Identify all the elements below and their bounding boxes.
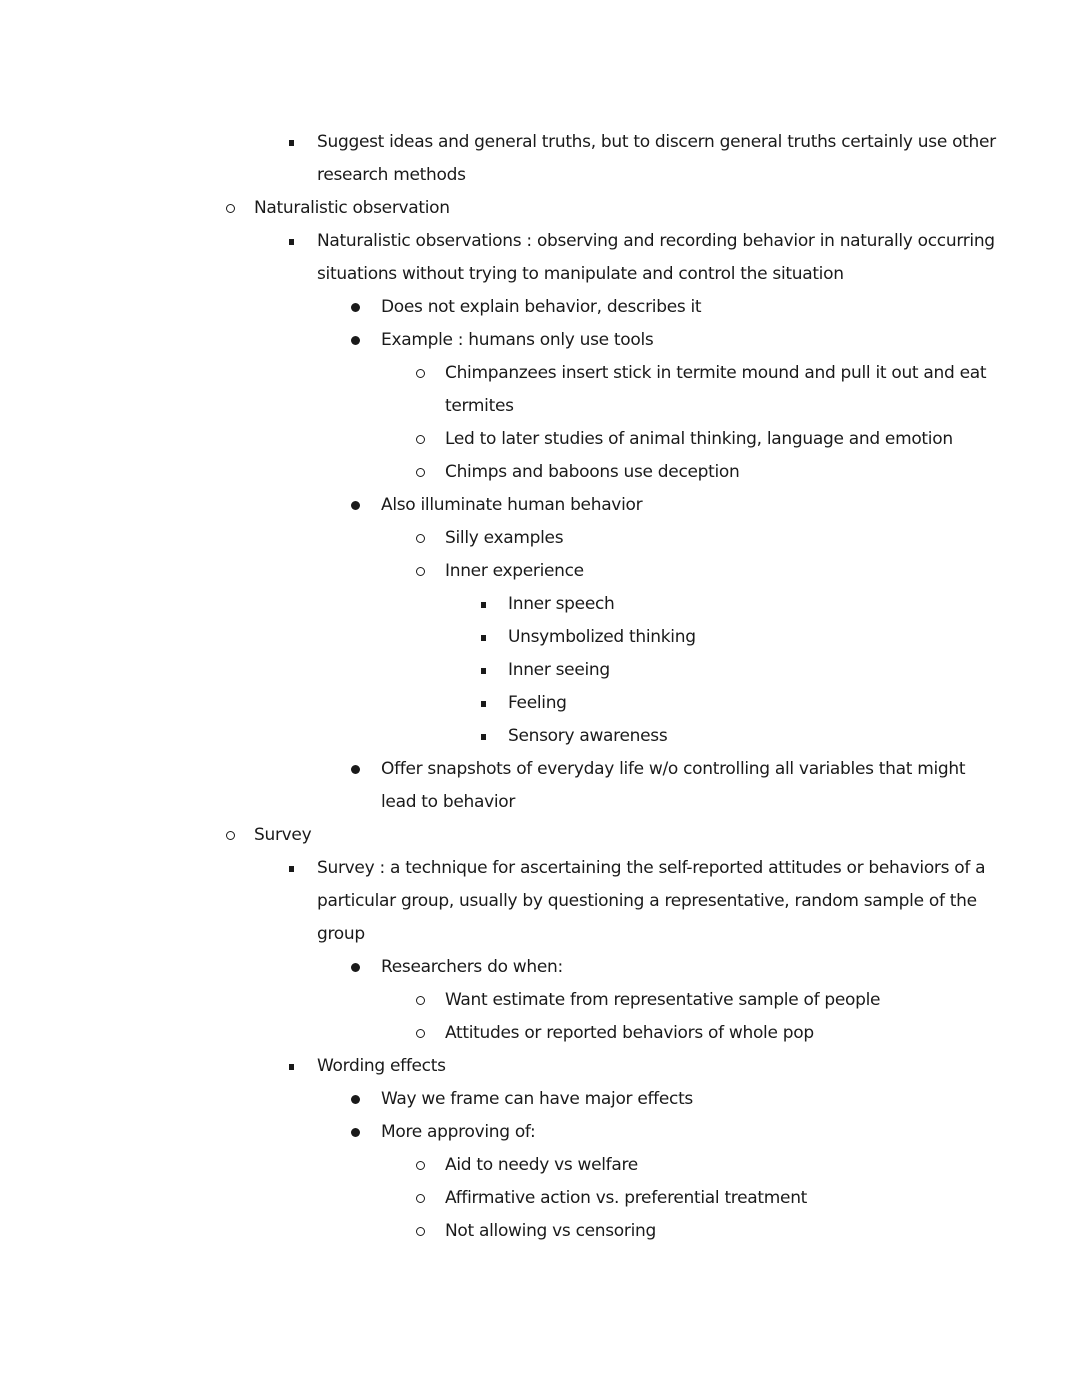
list-item-text: Survey : a technique for ascertaining the self-reported attitudes or behaviors of a	[317, 858, 986, 878]
list-item-text: Affirmative action vs. preferential treatment	[445, 1188, 808, 1208]
list-item	[317, 126, 996, 159]
list-item-text: Silly examples	[445, 528, 564, 548]
list-item-text: Example : humans only use tools	[381, 330, 654, 350]
list-item-text: situations without trying to manipulate and control the situation	[317, 264, 844, 284]
list-item-text: Attitudes or reported behaviors of whole pop	[445, 1023, 814, 1043]
list-item-text: Inner seeing	[508, 660, 610, 680]
list-item-text: Led to later studies of animal thinking, language and emotion	[445, 429, 953, 449]
list-item-text: Researchers do when:	[381, 957, 563, 977]
list-item-text: particular group, usually by questioning a representative, random sample of the	[317, 891, 977, 911]
list-item-text: Does not explain behavior, describes it	[381, 297, 702, 317]
list-item-text: Chimps and baboons use deception	[445, 462, 740, 482]
list-item	[317, 852, 985, 885]
list-item-text: Aid to needy vs welfare	[445, 1155, 638, 1175]
list-item	[381, 1083, 693, 1116]
list-item-continuation	[317, 159, 466, 192]
list-item-text: Want estimate from representative sample of people	[445, 990, 881, 1010]
circle-bullet-icon	[413, 984, 427, 1017]
list-item	[381, 951, 563, 984]
list-item-continuation	[445, 390, 514, 423]
disc-bullet-icon	[348, 489, 362, 522]
list-item	[445, 522, 563, 555]
list-item	[381, 291, 701, 324]
list-item-text: Inner speech	[508, 594, 615, 614]
circle-bullet-icon	[413, 423, 427, 456]
list-item	[445, 555, 584, 588]
square-bullet-icon	[476, 720, 490, 753]
circle-bullet-icon	[413, 1149, 427, 1182]
section-heading-survey	[254, 819, 311, 852]
list-item	[381, 324, 653, 357]
list-item-text: Unsymbolized thinking	[508, 627, 696, 647]
list-item-text: Offer snapshots of everyday life w/o controlling all variables that might	[381, 759, 966, 779]
list-item	[317, 1050, 446, 1083]
circle-bullet-icon	[223, 819, 237, 852]
section-heading-naturalistic	[254, 192, 450, 225]
list-item-text: Inner experience	[445, 561, 584, 581]
list-item-text: termites	[445, 396, 514, 416]
disc-bullet-icon	[348, 291, 362, 324]
list-item	[445, 423, 953, 456]
disc-bullet-icon	[348, 753, 362, 786]
list-item-text: Not allowing vs censoring	[445, 1221, 656, 1241]
list-item-text: group	[317, 924, 365, 944]
list-item-continuation	[381, 786, 515, 819]
list-item	[381, 1116, 535, 1149]
list-item	[445, 456, 740, 489]
list-item-text: Suggest ideas and general truths, but to discern general truths certainly use other	[317, 132, 996, 152]
list-item	[508, 621, 696, 654]
list-item	[508, 654, 610, 687]
list-item	[445, 1215, 656, 1248]
list-item-continuation	[317, 258, 844, 291]
list-item-text: More approving of:	[381, 1122, 536, 1142]
square-bullet-icon	[284, 1050, 298, 1083]
list-item-text: Naturalistic observations : observing and recording behavior in naturally occurring	[317, 231, 995, 251]
square-bullet-icon	[284, 852, 298, 885]
disc-bullet-icon	[348, 1116, 362, 1149]
list-item	[317, 225, 995, 258]
list-item	[508, 720, 667, 753]
list-item-text: Chimpanzees insert stick in termite mound and pull it out and eat	[445, 363, 987, 383]
circle-bullet-icon	[413, 357, 427, 390]
square-bullet-icon	[476, 654, 490, 687]
list-item	[508, 687, 567, 720]
list-item	[381, 489, 642, 522]
disc-bullet-icon	[348, 324, 362, 357]
circle-bullet-icon	[223, 192, 237, 225]
list-item	[445, 357, 986, 390]
square-bullet-icon	[476, 621, 490, 654]
square-bullet-icon	[476, 588, 490, 621]
list-item	[445, 1182, 807, 1215]
circle-bullet-icon	[413, 555, 427, 588]
list-item-text: Way we frame can have major effects	[381, 1089, 693, 1109]
circle-bullet-icon	[413, 522, 427, 555]
list-item-text: Naturalistic observation	[254, 198, 450, 218]
list-item-text: Feeling	[508, 693, 567, 713]
list-item-continuation	[317, 918, 365, 951]
list-item-continuation	[317, 885, 977, 918]
square-bullet-icon	[284, 126, 298, 159]
list-item	[445, 1149, 638, 1182]
list-item-text: research methods	[317, 165, 466, 185]
circle-bullet-icon	[413, 1215, 427, 1248]
circle-bullet-icon	[413, 1182, 427, 1215]
circle-bullet-icon	[413, 456, 427, 489]
circle-bullet-icon	[413, 1017, 427, 1050]
list-item-text: Sensory awareness	[508, 726, 668, 746]
list-item	[445, 1017, 814, 1050]
disc-bullet-icon	[348, 951, 362, 984]
list-item	[445, 984, 880, 1017]
square-bullet-icon	[284, 225, 298, 258]
list-item-text: Wording effects	[317, 1056, 446, 1076]
list-item-text: lead to behavior	[381, 792, 516, 812]
list-item	[508, 588, 615, 621]
list-item	[381, 753, 965, 786]
list-item-text: Survey	[254, 825, 312, 845]
square-bullet-icon	[476, 687, 490, 720]
list-item-text: Also illuminate human behavior	[381, 495, 643, 515]
disc-bullet-icon	[348, 1083, 362, 1116]
